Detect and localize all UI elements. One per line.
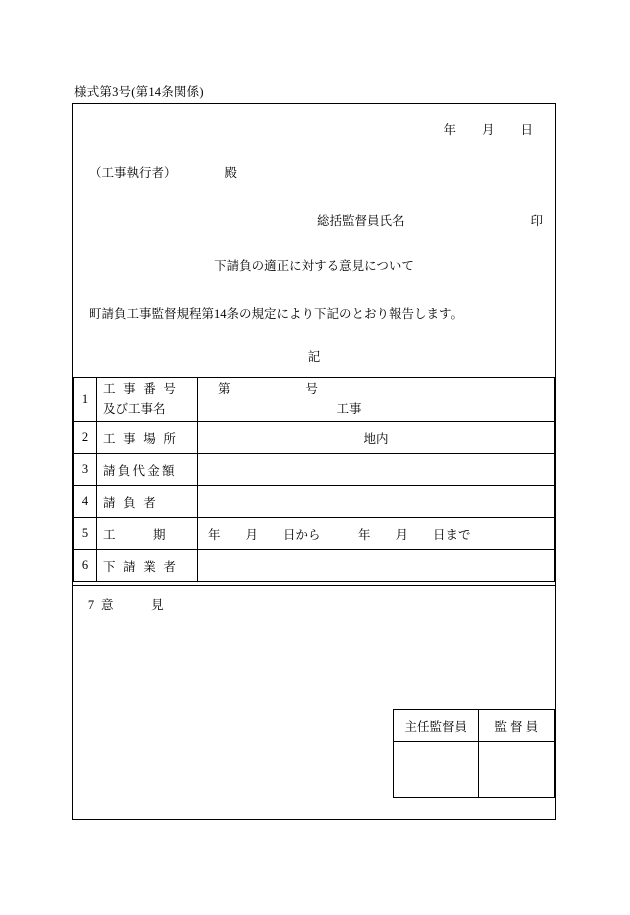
signature-cell-chief[interactable] — [394, 742, 479, 798]
signature-table — [393, 709, 555, 798]
document-frame — [72, 103, 556, 820]
work-name-value: 工事 — [336, 401, 362, 416]
supervisor-line — [317, 211, 543, 229]
signature-header-chief: 主任監督員 — [394, 710, 479, 742]
item-value[interactable] — [198, 378, 555, 422]
signature-blank-row — [394, 742, 555, 798]
date-day: 日 — [520, 123, 533, 137]
signature-header-supervisor: 監 督 員 — [478, 710, 554, 742]
table-row — [74, 486, 555, 518]
addressee-honorific: 殿 — [224, 166, 238, 180]
item-value[interactable]: 地内 — [198, 422, 555, 454]
opinion-number: 7 — [87, 598, 95, 612]
work-number-value: 第 号 — [218, 382, 319, 397]
table-row — [74, 422, 555, 454]
addressee-name: （工事執行者） — [89, 166, 177, 180]
item-number: 6 — [74, 550, 97, 582]
document-title: 下請負の適正に対する意見について — [214, 259, 414, 273]
item-number: 2 — [74, 422, 97, 454]
item-number: 3 — [74, 454, 97, 486]
item-label — [97, 378, 198, 422]
date-line — [443, 120, 533, 138]
item-number: 4 — [74, 486, 97, 518]
item-number: 5 — [74, 518, 97, 550]
item-label: 下 請 業 者 — [97, 550, 198, 582]
item-value[interactable]: 年 月 日から 年 月 日まで — [198, 518, 555, 550]
opinion-label — [81, 595, 164, 613]
form-code: 様式第3号(第14条関係) — [74, 85, 204, 99]
item-label: 工 事 場 所 — [97, 422, 198, 454]
item-label-line1: 工 事 番 号 — [103, 382, 179, 397]
item-label: 請 負 者 — [97, 486, 198, 518]
ki-marker: 記 — [307, 350, 321, 364]
item-label-line2: 及び工事名 — [103, 401, 166, 416]
addressee-line — [89, 163, 237, 181]
table-row — [74, 454, 555, 486]
item-value[interactable] — [198, 454, 555, 486]
signature-header-row — [394, 710, 555, 742]
item-value[interactable] — [198, 486, 555, 518]
table-row — [74, 550, 555, 582]
seal-mark: 印 — [530, 214, 544, 228]
items-table — [73, 377, 555, 582]
document-header-area — [73, 104, 555, 377]
item-label: 請負代金額 — [97, 454, 198, 486]
lead-sentence: 町請負工事監督規程第14条の規定により下記のとおり報告します。 — [89, 307, 464, 321]
item-label: 工 期 — [97, 518, 198, 550]
date-year: 年 — [443, 123, 456, 137]
table-row — [74, 518, 555, 550]
opinion-area[interactable] — [73, 585, 555, 819]
table-row — [74, 378, 555, 422]
supervisor-label: 総括監督員氏名 — [317, 214, 405, 228]
date-month: 月 — [481, 123, 495, 137]
opinion-label-text: 意 見 — [101, 598, 164, 612]
item-number: 1 — [74, 378, 97, 422]
signature-cell-supervisor[interactable] — [478, 742, 554, 798]
item-value[interactable] — [198, 550, 555, 582]
